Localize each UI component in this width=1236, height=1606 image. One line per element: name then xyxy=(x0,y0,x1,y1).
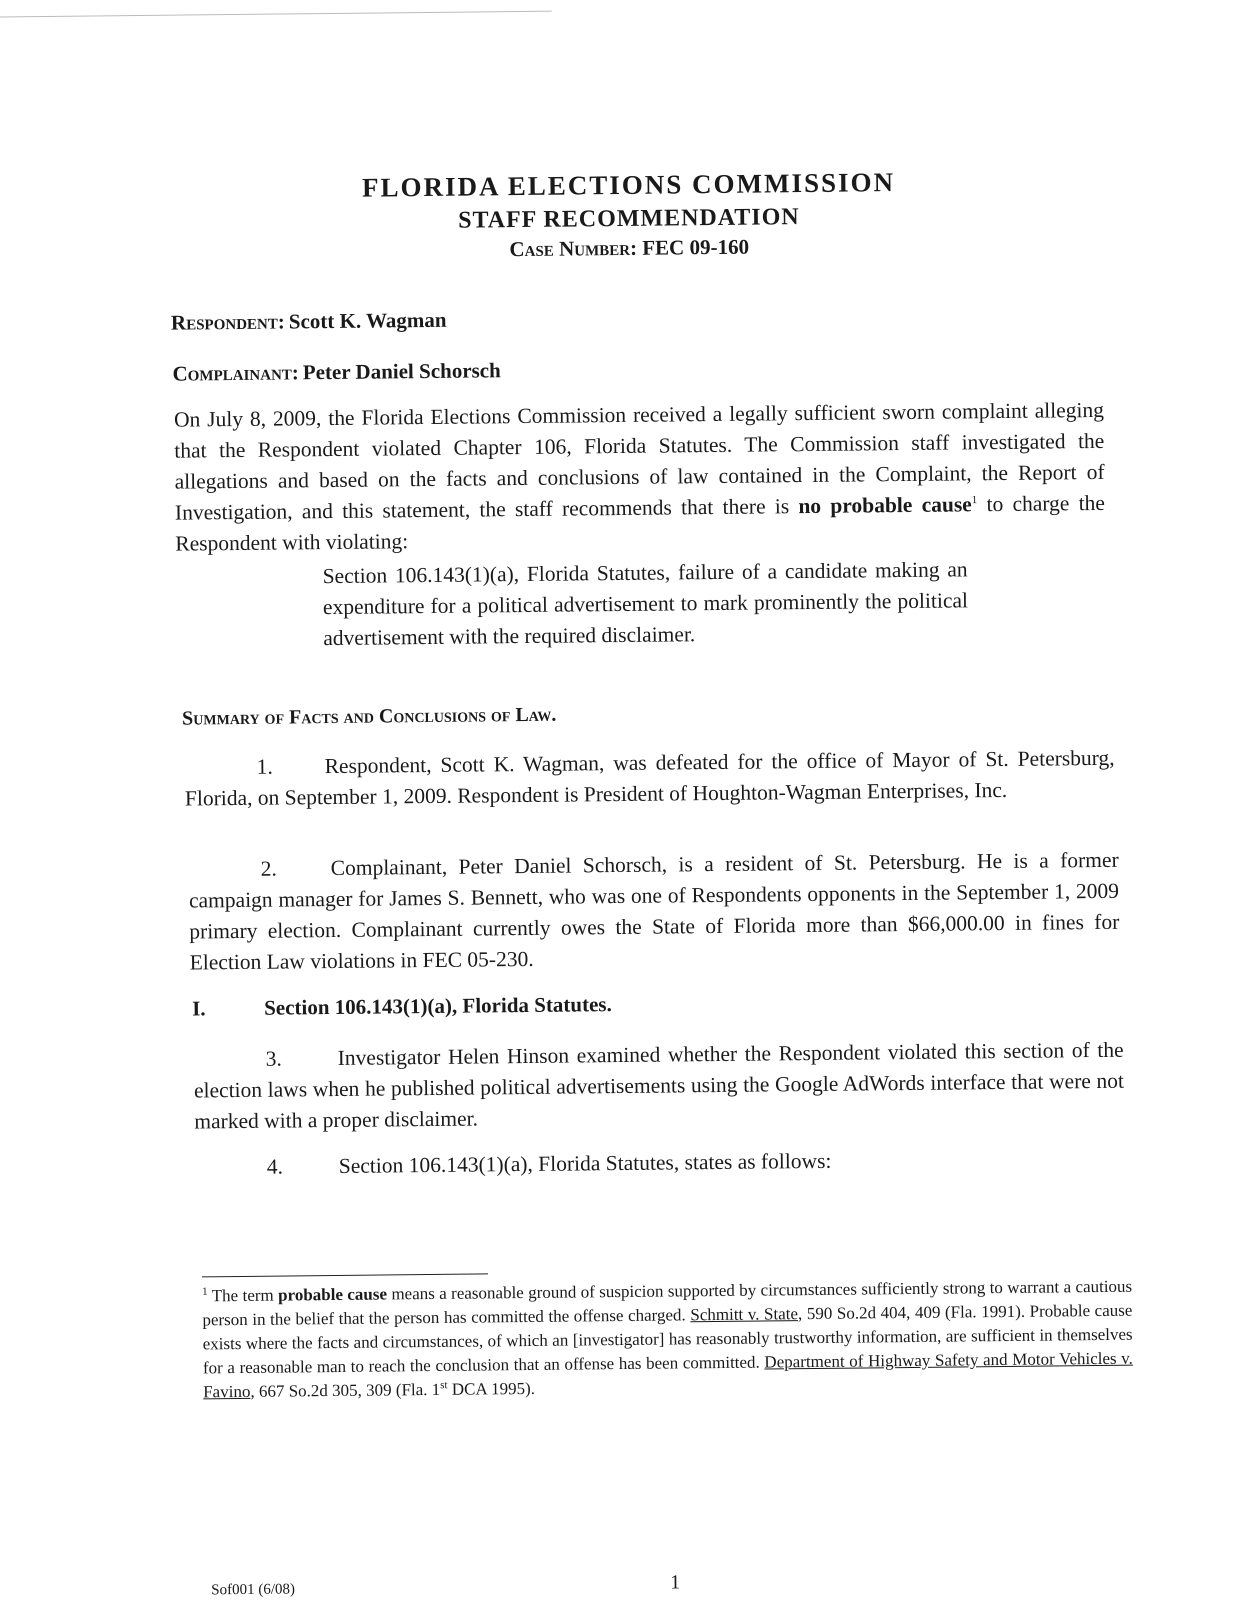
document-subtitle: STAFF RECOMMENDATION xyxy=(458,204,800,234)
paragraph-number: 1. xyxy=(256,754,273,779)
footnote-ref: 1 xyxy=(971,494,978,507)
complainant-name: Peter Daniel Schorsch xyxy=(302,358,501,385)
footnote-text: means a reasonable ground of suspicion supported by circumstances sufficiently strong to warrant a cautious person in the belief that the person has committed the offense charged. xyxy=(202,1276,1133,1330)
citation-schmitt: Schmitt v. State xyxy=(690,1304,799,1325)
scan-edge-line xyxy=(0,11,552,18)
paragraph-2 xyxy=(189,845,1120,979)
form-id: Sof001 (6/08) xyxy=(211,1581,296,1599)
complainant-label: Complainant: xyxy=(172,360,299,386)
paragraph-1 xyxy=(184,743,1115,815)
intro-tail: to charge the Respondent with violating: xyxy=(175,490,1106,556)
document-title: FLORIDA ELECTIONS COMMISSION xyxy=(361,167,896,203)
intro-bold: no probable cause xyxy=(798,492,972,519)
page-number: 1 xyxy=(670,1571,681,1594)
intro-paragraph xyxy=(174,395,1106,560)
summary-heading: Summary of Facts and Conclusions of Law. xyxy=(182,703,557,730)
section-number: I. xyxy=(192,996,206,1021)
paragraph-4 xyxy=(195,1143,1125,1184)
paragraph-text: Complainant, Peter Daniel Schorsch, is a resident of St. Petersburg. He is a former campaign manager for James S. Bennett, who was one of Respondents opponents in the September 1, 2009 primary election. Complainant currently owes the State of Florida more than $66,000.00 in fines for Election Law violations in FEC 05-230. xyxy=(188,847,1120,975)
respondent-label: Respondent: xyxy=(170,309,285,335)
footnote-text: , 590 So.2d 404, 409 (Fla. 1991). Probable cause exists where the facts and circumstances, of which an [investigator] has reasonably trustworthy information, are sufficient in themselves for a reasonable man to reach the conclusion that an offense has been committed. xyxy=(202,1300,1133,1378)
footnote-bold-term: probable cause xyxy=(277,1284,388,1305)
citation-favino: Department of Highway Safety and Motor Vehicles v. Favino xyxy=(203,1348,1133,1402)
footnote xyxy=(202,1275,1133,1405)
section-title: Section 106.143(1)(a), Florida Statutes. xyxy=(264,992,612,1020)
charge-block: Section 106.143(1)(a), Florida Statutes, failure of a candidate making an expenditure for a political advertisement to mark prominently the political advertisement with the required disclaimer. xyxy=(322,557,969,651)
complainant-line xyxy=(172,358,500,386)
paragraph-text: Respondent, Scott K. Wagman, was defeated for the office of Mayor of St. Petersburg, Florida, on September 1, 2009. Respondent is President of Houghton-Wagman Enterprises, Inc. xyxy=(184,745,1115,811)
paragraph-number: 2. xyxy=(260,856,277,881)
paragraph-number: 3. xyxy=(265,1046,282,1071)
case-number-label: Case Number: xyxy=(509,235,638,262)
footnote-divider xyxy=(202,1273,488,1277)
footnote-text: , 667 So.2d 305, 309 (Fla. 1 xyxy=(250,1379,441,1401)
intro-text: On July 8, 2009, the Florida Elections Commission received a legally sufficient sworn complaint alleging that the Respondent violated Chapter 106, Florida Statutes. The Commission staff investigated the allegations and based on the facts and conclusions of law contained in the Complaint, the Report of Investigation, and this statement, the staff recommends that there is xyxy=(173,397,1105,525)
respondent-line xyxy=(171,308,447,336)
paragraph-3 xyxy=(194,1035,1125,1138)
paragraph-text: Section 106.143(1)(a), Florida Statutes, states as follows: xyxy=(338,1148,832,1178)
footnote-number: 1 xyxy=(202,1285,208,1298)
paragraph-text: Investigator Helen Hinson examined whether the Respondent violated this section of the election laws when he published political advertisements using the Google AdWords interface that were not marked with a proper disclaimer. xyxy=(193,1037,1125,1134)
footnote-text: DCA 1995). xyxy=(447,1378,536,1399)
footnote-text: The term xyxy=(207,1285,279,1306)
case-number-value: FEC 09-160 xyxy=(642,234,750,260)
respondent-name: Scott K. Wagman xyxy=(288,307,447,334)
section-heading xyxy=(192,992,612,1021)
paragraph-number: 4. xyxy=(266,1154,284,1179)
ordinal-suffix: st xyxy=(440,1379,448,1392)
